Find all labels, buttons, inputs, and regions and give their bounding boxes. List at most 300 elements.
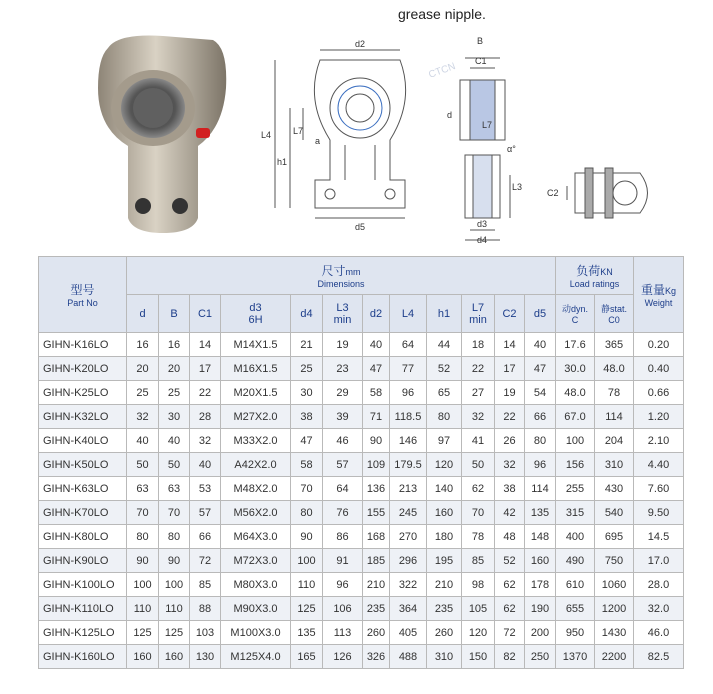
table-cell: 28.0 [634,573,684,597]
part-number-cell: GIHN-K110LO [39,597,127,621]
table-cell: M64X3.0 [221,525,291,549]
table-cell: 40 [525,333,556,357]
col-L7-top: L7 [471,301,485,314]
table-cell: 155 [363,501,390,525]
table-cell: 53 [190,477,221,501]
col-d2: d2 [363,295,390,333]
col-L3-top: L3 [336,301,349,314]
table-cell: 17.0 [634,549,684,573]
table-cell: 54 [525,381,556,405]
table-cell: 30.0 [556,357,595,381]
part-number-cell: GIHN-K16LO [39,333,127,357]
table-row [39,597,684,621]
table-cell: 315 [556,501,595,525]
table-cell: 270 [390,525,427,549]
col-d3 [221,295,291,333]
table-cell: 38 [495,477,525,501]
table-row [39,549,684,573]
table-cell: 14 [495,333,525,357]
table-cell: 260 [427,621,462,645]
part-number-cell: GIHN-K160LO [39,645,127,669]
table-cell: 40 [363,333,390,357]
col-stat-en: stat. [610,304,628,314]
col-C1: C1 [190,295,221,333]
table-cell: 210 [363,573,390,597]
header-weight [634,257,684,333]
table-cell: 125 [291,597,323,621]
table-cell: 14 [190,333,221,357]
table-cell: 17.6 [556,333,595,357]
spec-table [38,256,684,669]
table-row [39,573,684,597]
header-dim-cn: 尺寸 [321,264,346,278]
col-stat-sub: C0 [608,315,620,325]
table-cell: 96 [390,381,427,405]
table-cell: 210 [427,573,462,597]
label-d5: d5 [355,222,366,232]
table-cell: 16 [159,333,190,357]
table-cell: 91 [323,549,363,573]
table-row [39,645,684,669]
table-cell: 70 [462,501,495,525]
table-cell: 110 [159,597,190,621]
table-cell: M14X1.5 [221,333,291,357]
table-cell: 52 [495,549,525,573]
table-cell: 90 [291,525,323,549]
label-a: a [315,136,321,146]
col-h1: h1 [427,295,462,333]
col-d4: d4 [291,295,323,333]
label-h1: h1 [277,157,288,167]
table-cell: 50 [127,453,159,477]
table-cell: M90X3.0 [221,597,291,621]
table-cell: 1430 [595,621,634,645]
label-L3: L3 [512,182,523,192]
table-cell: 103 [190,621,221,645]
table-cell: 82.5 [634,645,684,669]
table-cell: 160 [427,501,462,525]
table-cell: 110 [291,573,323,597]
header-load-unit: KN [600,267,613,277]
table-cell: 46.0 [634,621,684,645]
table-cell: 57 [323,453,363,477]
table-row [39,477,684,501]
label-L7-side: L7 [482,120,493,130]
table-cell: 4.40 [634,453,684,477]
table-cell: 118.5 [390,405,427,429]
table-cell: 19 [323,333,363,357]
table-cell: 22 [495,405,525,429]
table-cell: M80X3.0 [221,573,291,597]
table-cell: 17 [190,357,221,381]
part-number-cell: GIHN-K20LO [39,357,127,381]
table-cell: 160 [525,549,556,573]
table-cell: 90 [159,549,190,573]
rod-end-photo [88,28,238,238]
table-cell: 80 [159,525,190,549]
label-C1: C1 [475,56,487,66]
table-cell: 70 [127,501,159,525]
label-L7: L7 [293,126,304,136]
table-cell: 178 [525,573,556,597]
label-d3: d3 [477,219,488,229]
table-row [39,501,684,525]
c2-drawing [545,158,665,228]
table-cell: 80 [427,405,462,429]
table-row [39,333,684,357]
table-cell: 126 [323,645,363,669]
col-dyn-cn: 动 [561,304,571,314]
table-cell: 48.0 [595,357,634,381]
table-cell: 96 [323,573,363,597]
col-dyn [556,295,595,333]
table-cell: 156 [556,453,595,477]
table-cell: 165 [291,645,323,669]
table-cell: 82 [495,645,525,669]
table-cell: 46 [323,429,363,453]
table-cell: 88 [190,597,221,621]
table-cell: 540 [595,501,634,525]
table-cell: 47 [291,429,323,453]
table-cell: 179.5 [390,453,427,477]
table-row [39,405,684,429]
header-dim-unit: mm [345,267,361,277]
table-cell: 57 [190,501,221,525]
table-cell: 32 [495,453,525,477]
table-cell: 160 [127,645,159,669]
table-cell: 150 [462,645,495,669]
part-number-cell: GIHN-K80LO [39,525,127,549]
table-cell: M33X2.0 [221,429,291,453]
table-cell: M72X3.0 [221,549,291,573]
table-cell: 58 [363,381,390,405]
table-cell: 400 [556,525,595,549]
table-cell: M48X2.0 [221,477,291,501]
header-load-en: Load ratings [569,279,620,289]
table-cell: 27 [462,381,495,405]
part-number-cell: GIHN-K40LO [39,429,127,453]
table-cell: 47 [363,357,390,381]
table-cell: 114 [525,477,556,501]
part-number-cell: GIHN-K100LO [39,573,127,597]
col-C2: C2 [495,295,525,333]
part-number-cell: GIHN-K70LO [39,501,127,525]
label-alpha: α° [507,144,516,154]
table-cell: 30 [159,405,190,429]
table-cell: 22 [190,381,221,405]
table-cell: 9.50 [634,501,684,525]
table-cell: 78 [595,381,634,405]
table-cell: 62 [495,573,525,597]
table-cell: 76 [323,501,363,525]
col-L7-bottom: min [469,313,487,326]
table-cell: 125 [127,621,159,645]
table-cell: 322 [390,573,427,597]
table-row [39,357,684,381]
header-load [556,257,634,295]
table-cell: 25 [159,381,190,405]
col-L3-bottom: min [333,313,352,326]
table-cell: 405 [390,621,427,645]
table-cell: 50 [462,453,495,477]
table-cell: 326 [363,645,390,669]
header-weight-unit: Kg [665,286,677,296]
table-cell: 80 [291,501,323,525]
table-row [39,621,684,645]
table-cell: 260 [363,621,390,645]
table-cell: 63 [127,477,159,501]
part-number-cell: GIHN-K63LO [39,477,127,501]
table-cell: 7.60 [634,477,684,501]
table-cell: 22 [462,357,495,381]
caption-text: grease nipple. [398,6,486,22]
header-part-cn: 型号 [70,283,95,297]
table-cell: 70 [291,477,323,501]
table-cell: 62 [495,597,525,621]
col-L3 [323,295,363,333]
label-L4: L4 [261,130,272,140]
table-cell: 106 [323,597,363,621]
table-cell: 250 [525,645,556,669]
label-d4: d4 [477,235,488,245]
col-L7 [462,295,495,333]
table-cell: 213 [390,477,427,501]
table-cell: 364 [390,597,427,621]
table-cell: 0.66 [634,381,684,405]
table-cell: 1.20 [634,405,684,429]
col-d: d [127,295,159,333]
table-cell: 125 [159,621,190,645]
table-cell: 32 [462,405,495,429]
table-cell: 180 [427,525,462,549]
table-cell: 63 [159,477,190,501]
table-cell: 66 [190,525,221,549]
table-cell: 235 [427,597,462,621]
table-cell: 64 [323,477,363,501]
table-cell: 1200 [595,597,634,621]
table-cell: 365 [595,333,634,357]
table-cell: 113 [323,621,363,645]
table-cell: 98 [462,573,495,597]
table-cell: 18 [462,333,495,357]
table-cell: 105 [462,597,495,621]
table-cell: 110 [127,597,159,621]
table-cell: 0.20 [634,333,684,357]
spec-table-body [39,333,684,669]
table-cell: 160 [159,645,190,669]
table-cell: 255 [556,477,595,501]
table-cell: 62 [462,477,495,501]
col-stat [595,295,634,333]
label-B: B [477,36,484,46]
watermark: CTCN [427,60,458,81]
table-cell: 136 [363,477,390,501]
table-cell: 86 [323,525,363,549]
part-number-cell: GIHN-K125LO [39,621,127,645]
table-cell: 14.5 [634,525,684,549]
table-cell: 16 [127,333,159,357]
part-number-cell: GIHN-K32LO [39,405,127,429]
table-cell: 130 [190,645,221,669]
table-cell: 200 [525,621,556,645]
table-cell: M125X4.0 [221,645,291,669]
table-cell: 21 [291,333,323,357]
table-cell: 19 [495,381,525,405]
part-number-cell: GIHN-K50LO [39,453,127,477]
col-d5: d5 [525,295,556,333]
table-cell: 42 [495,501,525,525]
table-row [39,453,684,477]
table-cell: M16X1.5 [221,357,291,381]
table-cell: 488 [390,645,427,669]
table-cell: 296 [390,549,427,573]
table-cell: 750 [595,549,634,573]
table-cell: 65 [427,381,462,405]
table-cell: 71 [363,405,390,429]
table-cell: 64 [390,333,427,357]
table-cell: 185 [363,549,390,573]
table-cell: 310 [427,645,462,669]
label-d: d [447,110,453,120]
table-cell: 72 [190,549,221,573]
part-number-cell: GIHN-K25LO [39,381,127,405]
col-B: B [159,295,190,333]
table-row [39,429,684,453]
col-dyn-sub: C [571,315,579,325]
table-cell: M56X2.0 [221,501,291,525]
table-cell: 168 [363,525,390,549]
table-cell: M20X1.5 [221,381,291,405]
table-cell: 204 [595,429,634,453]
table-cell: 135 [525,501,556,525]
table-cell: 120 [462,621,495,645]
table-cell: 67.0 [556,405,595,429]
table-cell: 48 [495,525,525,549]
table-cell: 120 [427,453,462,477]
table-cell: 40 [190,453,221,477]
table-cell: 235 [363,597,390,621]
table-cell: 66 [525,405,556,429]
table-cell: 1370 [556,645,595,669]
table-cell: A42X2.0 [221,453,291,477]
table-cell: 97 [427,429,462,453]
table-cell: 96 [525,453,556,477]
table-cell: 195 [427,549,462,573]
table-cell: 32 [127,405,159,429]
col-stat-cn: 静 [600,304,610,314]
table-cell: 29 [323,381,363,405]
technical-drawing [255,30,525,245]
table-cell: 41 [462,429,495,453]
table-cell: 80 [127,525,159,549]
header-dimensions [127,257,556,295]
table-cell: 245 [390,501,427,525]
table-cell: 148 [525,525,556,549]
table-cell: 48.0 [556,381,595,405]
table-cell: 39 [323,405,363,429]
table-cell: 28 [190,405,221,429]
table-cell: 950 [556,621,595,645]
table-cell: 146 [390,429,427,453]
table-cell: 17 [495,357,525,381]
table-cell: 90 [363,429,390,453]
table-cell: 38 [291,405,323,429]
table-cell: 140 [427,477,462,501]
table-cell: 100 [291,549,323,573]
table-cell: 135 [291,621,323,645]
header-weight-cn: 重量 [640,283,665,297]
col-L4: L4 [390,295,427,333]
header-dim-en: Dimensions [317,279,365,289]
table-cell: 20 [127,357,159,381]
table-cell: M27X2.0 [221,405,291,429]
header-part [39,257,127,333]
table-cell: 52 [427,357,462,381]
table-cell: 310 [595,453,634,477]
table-cell: 190 [525,597,556,621]
table-cell: 20 [159,357,190,381]
table-cell: 2200 [595,645,634,669]
table-row [39,525,684,549]
table-cell: 80 [525,429,556,453]
table-row [39,381,684,405]
table-cell: 109 [363,453,390,477]
table-cell: 85 [190,573,221,597]
col-d3-bottom: 6H [248,313,263,326]
table-cell: 2.10 [634,429,684,453]
table-cell: 44 [427,333,462,357]
table-cell: M100X3.0 [221,621,291,645]
table-cell: 78 [462,525,495,549]
header-load-cn: 负荷 [576,264,601,278]
table-cell: 100 [556,429,595,453]
table-cell: 32 [190,429,221,453]
table-cell: 58 [291,453,323,477]
table-cell: 0.40 [634,357,684,381]
header-part-en: Part No [67,298,98,308]
table-cell: 40 [159,429,190,453]
table-cell: 30 [291,381,323,405]
table-cell: 695 [595,525,634,549]
col-d3-top: d3 [249,301,262,314]
table-cell: 25 [127,381,159,405]
table-cell: 70 [159,501,190,525]
table-cell: 32.0 [634,597,684,621]
table-cell: 23 [323,357,363,381]
table-cell: 655 [556,597,595,621]
table-cell: 430 [595,477,634,501]
table-cell: 50 [159,453,190,477]
header-weight-en: Weight [644,298,673,308]
label-d2: d2 [355,39,366,49]
table-cell: 40 [127,429,159,453]
table-cell: 1060 [595,573,634,597]
table-cell: 25 [291,357,323,381]
part-number-cell: GIHN-K90LO [39,549,127,573]
table-cell: 26 [495,429,525,453]
table-cell: 100 [159,573,190,597]
table-cell: 72 [495,621,525,645]
table-cell: 90 [127,549,159,573]
table-cell: 77 [390,357,427,381]
table-cell: 610 [556,573,595,597]
col-dyn-en: dyn. [571,304,589,314]
table-cell: 100 [127,573,159,597]
table-cell: 490 [556,549,595,573]
label-C2: C2 [547,188,559,198]
table-cell: 85 [462,549,495,573]
table-cell: 114 [595,405,634,429]
